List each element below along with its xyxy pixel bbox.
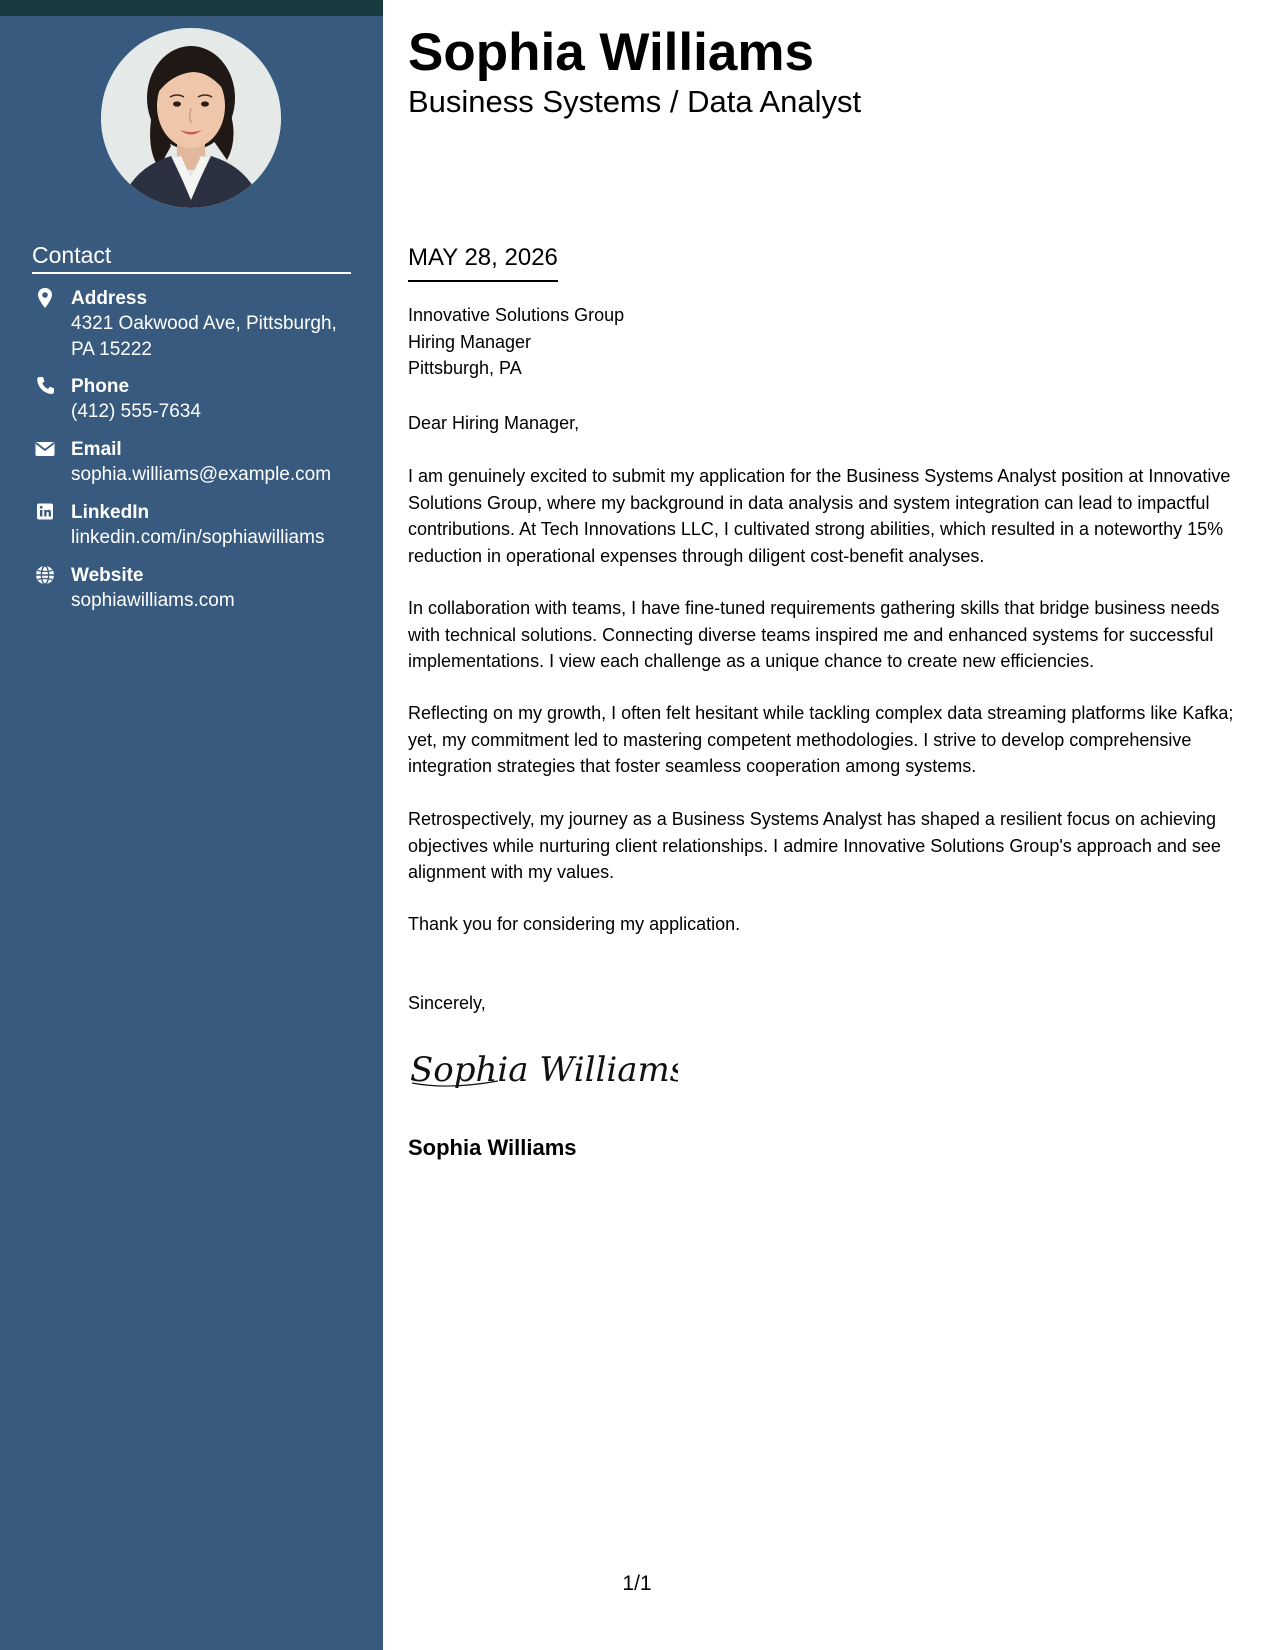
letter-paragraph: I am genuinely excited to submit my application for the Business Systems Analyst position at Innovative Solutions Group, where my background in data analysis and system integration can lead to impactful contributions. At Tech Innovations LLC, I cultivated strong abilities, which resulted in a noteworthy 15% reduction in operational expenses through diligent cost-benefit analyses.	[408, 466, 1231, 566]
letter-paragraph: In collaboration with teams, I have fine-tuned requirements gathering skills that bridge business needs with technical solutions. Connecting diverse teams inspired me and enhanced systems for successful implementations. I view each challenge as a unique chance to create new efficiencies.	[408, 598, 1220, 671]
globe-icon	[34, 563, 56, 587]
map-pin-icon	[34, 286, 56, 310]
contact-heading: Contact	[32, 240, 351, 274]
contact-label: Email	[71, 439, 122, 460]
contact-value: sophia.williams@example.com	[71, 464, 332, 485]
page-number: 1/1	[622, 1572, 652, 1595]
contact-value: linkedin.com/in/sophiawilliams	[71, 527, 325, 548]
sidebar	[0, 0, 383, 1650]
letter-paragraph: Retrospectively, my journey as a Business Systems Analyst has shaped a resilient focus on achieving objectives while nurturing client relationships. I admire Innovative Solutions Group's approach and see alignment with my values.	[408, 809, 1221, 882]
sidebar-top-bar	[0, 0, 383, 16]
applicant-title: Business Systems / Data Analyst	[408, 84, 862, 119]
signed-name: Sophia Williams	[408, 1135, 577, 1160]
letter-paragraph: Thank you for considering my application.	[408, 914, 741, 934]
signature-text: Sophia Williams	[410, 1050, 678, 1090]
phone-icon	[34, 374, 56, 398]
recipient-company: Innovative Solutions Group	[408, 305, 625, 325]
recipient-location: Pittsburgh, PA	[408, 358, 522, 378]
salutation: Dear Hiring Manager,	[408, 413, 580, 433]
recipient-role: Hiring Manager	[408, 331, 532, 352]
applicant-name: Sophia Williams	[408, 23, 814, 82]
contact-label: Address	[71, 288, 148, 309]
handwritten-signature	[408, 1043, 678, 1098]
letter-paragraph: Reflecting on my growth, I often felt hesitant while tackling complex data streaming platforms like Kafka; yet, my commitment led to mastering competent methodologies. I strive to develop comprehensive integration strategies that foster seamless cooperation among systems.	[408, 703, 1234, 776]
contact-label: Website	[71, 565, 144, 586]
contact-value: sophiawilliams.com	[71, 590, 235, 611]
contact-label: LinkedIn	[71, 502, 150, 523]
envelope-icon	[34, 437, 56, 461]
contact-value: 4321 Oakwood Ave, Pittsburgh, PA 15222	[71, 313, 337, 360]
linkedin-icon	[34, 500, 56, 524]
contact-label: Phone	[71, 376, 130, 397]
recipient-block	[408, 302, 624, 382]
avatar	[101, 28, 281, 208]
contact-value: (412) 555-7634	[71, 401, 201, 422]
closing: Sincerely,	[408, 993, 486, 1013]
letter-date: MAY 28, 2026	[408, 243, 558, 282]
